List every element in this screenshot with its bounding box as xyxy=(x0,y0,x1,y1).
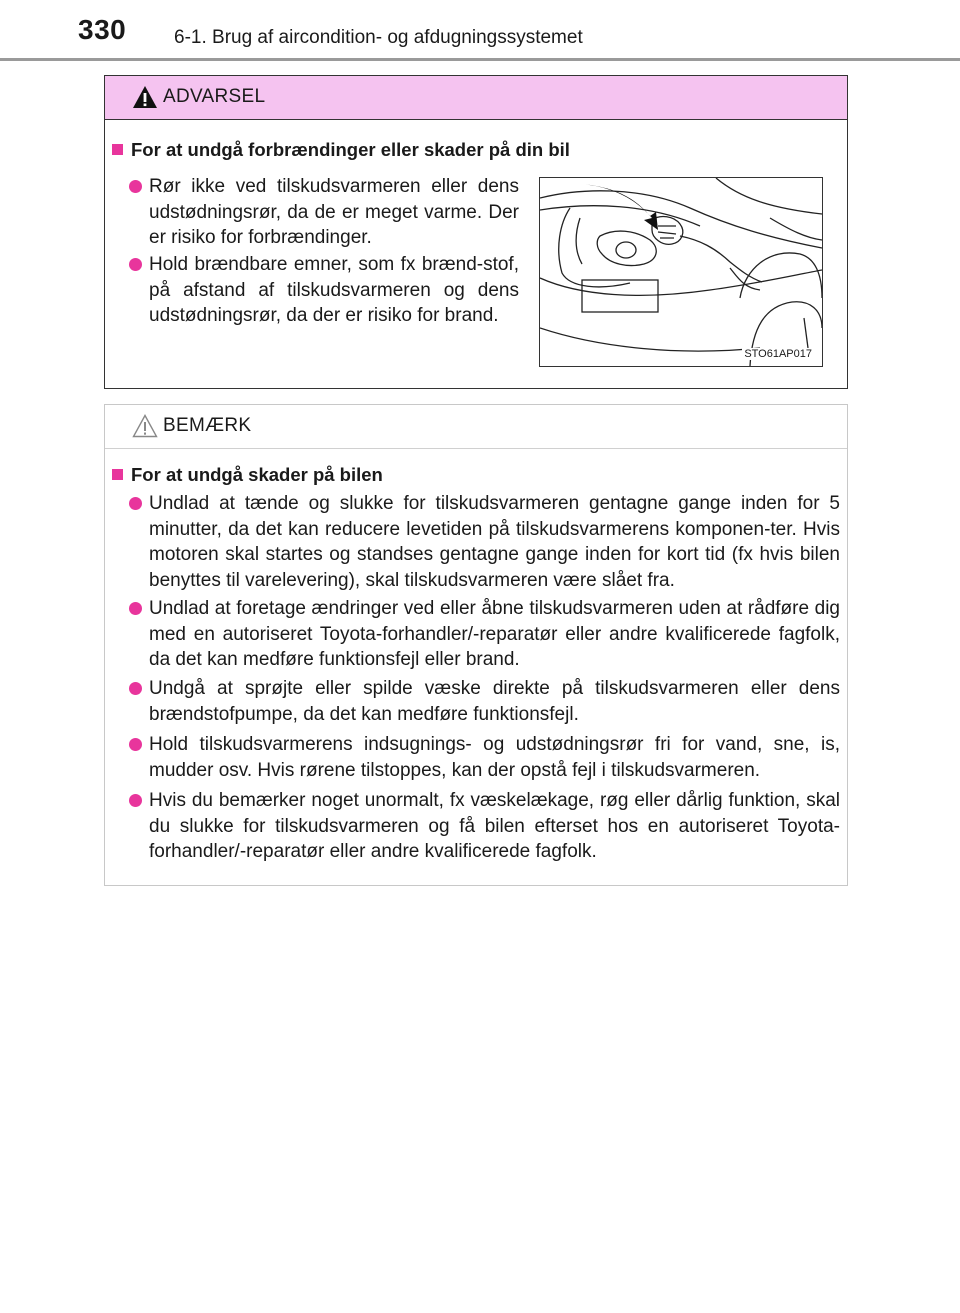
warning-heading: For at undgå forbrændinger eller skader på din bil xyxy=(112,139,570,161)
caution-triangle-icon xyxy=(132,414,158,438)
notice-bullet-5: Hvis du bemærker noget unormalt, fx væskelækage, røg eller dårlig funktion, skal du slukke for tilskudsvarmeren og få bilen efterset hos en autoriseret Toyota-forhandler/-reparatør eller andre kvalificerede fagfolk. xyxy=(149,788,840,865)
round-bullet-icon xyxy=(129,682,142,695)
heater-location-figure xyxy=(539,177,823,367)
warning-bullet-2: Hold brændbare emner, som fx brænd-stof, på afstand af tilskudsvarmeren og dens udstødningsrør, da der er risiko for brand. xyxy=(149,252,519,329)
warning-label: ADVARSEL xyxy=(163,86,266,107)
round-bullet-icon xyxy=(129,738,142,751)
notice-header xyxy=(105,405,847,449)
header-rule xyxy=(0,58,960,61)
warning-bullet-1: Rør ikke ved tilskudsvarmeren eller dens udstødningsrør, da de er meget varme. Der er risiko for forbrændinger. xyxy=(149,174,519,251)
round-bullet-icon xyxy=(129,258,142,271)
car-front-illustration xyxy=(540,178,822,366)
round-bullet-icon xyxy=(129,180,142,193)
notice-bullet-2: Undlad at foretage ændringer ved eller åbne tilskudsvarmeren uden at rådføre dig med en autoriseret Toyota-forhandler/-reparatør eller andre kvalificerede fagfolk, da det kan medføre funktionsfejl eller brand. xyxy=(149,596,840,673)
notice-bullet-1: Undlad at tænde og slukke for tilskudsvarmeren gentagne gange inden for 5 minutter, da det kan reducere levetiden på tilskudsvarmerens komponen-ter. Hvis motoren skal startes og standses gentagne gange inden for kort tid (fx hvis bilen benyttes til varelevering), skal tilskudsvarmeren være slået fra. xyxy=(149,491,840,593)
round-bullet-icon xyxy=(129,497,142,510)
notice-heading: For at undgå skader på bilen xyxy=(112,464,383,486)
notice-bullet-3: Undgå at sprøjte eller spilde væske direkte på tilskudsvarmeren eller dens brændstofpumpe, da det kan medføre funktionsfejl. xyxy=(149,676,840,727)
square-bullet-icon xyxy=(112,469,123,480)
notice-bullet-4: Hold tilskudsvarmerens indsugnings- og udstødningsrør fri for vand, sne, is, mudder osv. Hvis rørene tilstoppes, kan der opstå fejl i tilskudsvarmeren. xyxy=(149,732,840,783)
figure-code: STO61AP017 xyxy=(744,348,812,360)
warning-header xyxy=(105,76,847,120)
round-bullet-icon xyxy=(129,602,142,615)
page-number: 330 xyxy=(78,14,127,45)
round-bullet-icon xyxy=(129,794,142,807)
page-header xyxy=(0,0,960,62)
notice-label: BEMÆRK xyxy=(163,415,252,436)
warning-triangle-icon xyxy=(132,85,158,109)
section-title: 6-1. Brug af aircondition- og afdugningssystemet xyxy=(174,27,583,48)
square-bullet-icon xyxy=(112,144,123,155)
